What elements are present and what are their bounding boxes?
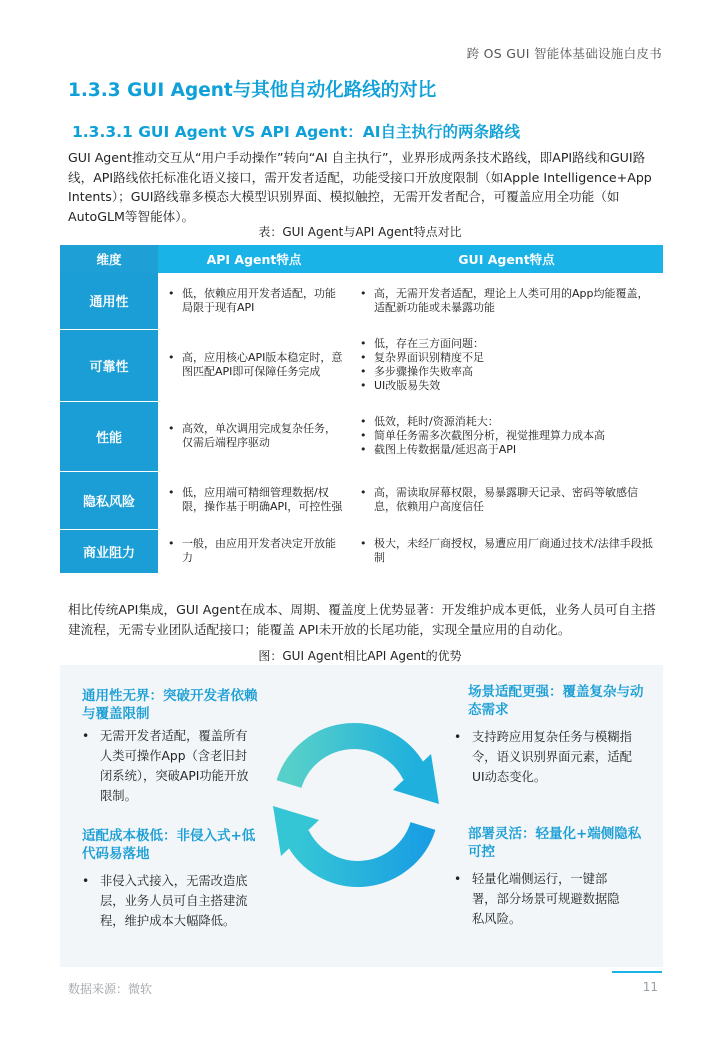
cycle-arrow-bottom <box>297 826 423 874</box>
api-bullet: • 高效，单次调用完成复杂任务，仅需后端程序驱动 <box>166 422 346 450</box>
table-row <box>60 529 663 573</box>
quadrant-list-scenario <box>452 727 640 787</box>
row-dimension: 商业阻力 <box>60 529 158 573</box>
header-dimension: 维度 <box>60 245 158 273</box>
row-dimension: 性能 <box>60 401 158 471</box>
gui-bullet: • 高，无需开发者适配，理论上人类可用的App均能覆盖，适配新功能或未暴露功能 <box>358 287 659 315</box>
intro-paragraph: GUI Agent推动交互从“用户手动操作”转向“AI 自主执行”，业界形成两条技术路线，即API路线和GUI路线，API路线依托标准化语义接口，需开发者适配，功能受接口开放度限制（如Apple Intelligence+App Intents）；GUI路线靠多模态大模型识别界面、模拟触控，无需开发者配合，可覆盖应用全功能（如AutoGLM等智能体）。 <box>68 150 652 224</box>
advantages-figure <box>60 665 663 967</box>
api-cell <box>158 471 350 529</box>
table-row <box>60 329 663 401</box>
api-cell <box>158 529 350 573</box>
gui-cell <box>350 273 663 329</box>
gui-bullet: • 低效，耗时/资源消耗大： <box>358 415 659 429</box>
footer-accent-line <box>612 971 662 973</box>
row-dimension: 通用性 <box>60 273 158 329</box>
table-caption: 表：GUI Agent与API Agent特点对比 <box>258 225 462 239</box>
table-row <box>60 401 663 471</box>
data-source: 数据来源：微软 <box>68 982 153 996</box>
header-title: 跨 OS GUI 智能体基础设施白皮书 <box>466 46 662 61</box>
gui-cell <box>350 471 663 529</box>
quadrant-bullet: • 支持跨应用复杂任务与模糊指令，语义识别界面元素，适配UI动态变化。 <box>452 727 640 787</box>
api-bullet: • 低，应用端可精细管理数据/权限，操作基于明确API，可控性强 <box>166 486 346 514</box>
gui-cell <box>350 529 663 573</box>
advantage-paragraph: 相比传统API集成，GUI Agent在成本、周期、覆盖度上优势显著：开发维护成本更低，业务人员可自主搭建流程，无需专业团队适配接口；能覆盖 API未开放的长尾功能，实现全量应用的自动化。 <box>68 602 656 637</box>
cycle-arrows-icon <box>263 720 449 890</box>
api-bullet: • 低，依赖应用开发者适配，功能局限于现有API <box>166 287 346 315</box>
comparison-table <box>60 245 663 573</box>
row-dimension: 可靠性 <box>60 329 158 401</box>
section-title: 1.3.3 GUI Agent与其他自动化路线的对比 <box>68 80 437 101</box>
gui-bullet: • 低，存在三方面问题： <box>358 337 659 351</box>
quadrant-title-generality: 通用性无界：突破开发者依赖与覆盖限制 <box>82 688 258 722</box>
quadrant-list-deployment <box>452 869 630 929</box>
cycle-arrow-top <box>289 736 415 784</box>
gui-bullet: • 复杂界面识别精度不足 <box>358 351 659 365</box>
header-gui-agent: GUI Agent特点 <box>350 245 663 273</box>
gui-bullet: • 截图上传数据量/延迟高于API <box>358 443 659 457</box>
api-cell <box>158 273 350 329</box>
gui-bullet: • 极大，未经厂商授权，易遭应用厂商通过技术/法律手段抵制 <box>358 537 659 565</box>
gui-bullet: • 多步骤操作失败率高 <box>358 365 659 379</box>
api-cell <box>158 401 350 471</box>
quadrant-bullet: • 非侵入式接入，无需改造底层，业务人员可自主搭建流程，维护成本大幅降低。 <box>80 871 258 931</box>
table-header-row <box>60 245 663 273</box>
subsection-title: 1.3.3.1 GUI Agent VS API Agent：AI自主执行的两条路线 <box>72 123 521 141</box>
table-row <box>60 471 663 529</box>
page-number: 11 <box>642 980 658 994</box>
api-bullet: • 高，应用核心API版本稳定时，意图匹配API即可保障任务完成 <box>166 351 346 379</box>
gui-bullet: • UI改版易失效 <box>358 379 659 393</box>
quadrant-bullet: • 无需开发者适配，覆盖所有人类可操作App（含老旧封闭系统），突破API功能开放限制。 <box>80 726 258 806</box>
quadrant-title-deployment: 部署灵活：轻量化+端侧隐私可控 <box>468 826 642 860</box>
quadrant-list-cost <box>80 871 258 931</box>
quadrant-title-cost: 适配成本极低：非侵入式+低代码易落地 <box>82 828 256 862</box>
gui-cell <box>350 401 663 471</box>
header-api-agent: API Agent特点 <box>158 245 350 273</box>
quadrant-bullet: • 轻量化端侧运行，一键部署，部分场景可规避数据隐私风险。 <box>452 869 630 929</box>
gui-bullet: • 简单任务需多次截图分析，视觉推理算力成本高 <box>358 429 659 443</box>
gui-bullet: • 高，需读取屏幕权限，易暴露聊天记录、密码等敏感信息，依赖用户高度信任 <box>358 486 659 514</box>
api-bullet: • 一般，由应用开发者决定开放能力 <box>166 537 346 565</box>
row-dimension: 隐私风险 <box>60 471 158 529</box>
figure-caption: 图：GUI Agent相比API Agent的优势 <box>258 649 462 663</box>
api-cell <box>158 329 350 401</box>
table-row <box>60 273 663 329</box>
quadrant-title-scenario: 场景适配更强：覆盖复杂与动态需求 <box>468 684 644 718</box>
quadrant-list-generality <box>80 726 258 806</box>
gui-cell <box>350 329 663 401</box>
